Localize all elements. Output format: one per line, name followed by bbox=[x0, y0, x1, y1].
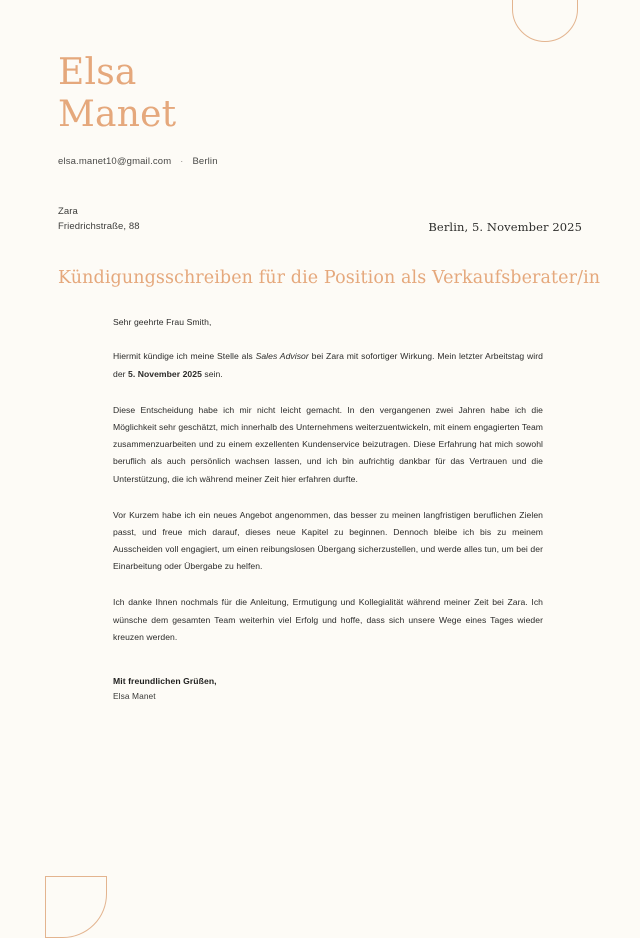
letter-date: Berlin, 5. November 2025 bbox=[428, 219, 582, 234]
letter-signature: Elsa Manet bbox=[113, 691, 156, 702]
paragraph-1-text-a: Hiermit kündige ich meine Stelle als bbox=[113, 351, 256, 362]
paragraph-1-last-working-day: 5. November 2025 bbox=[128, 368, 202, 379]
letter-meta-row bbox=[58, 205, 582, 234]
decorative-corner-shape bbox=[45, 876, 107, 938]
letter-paragraph-2: Diese Entscheidung habe ich mir nicht leicht gemacht. In den vergangenen zwei Jahren habe ich die Möglichkeit sehr geschätzt, mich innerhalb des Unternehmens weiterzuentwickeln, mit einem engagierten Team zusammenzuarbeiten und zu einem exzellenten Kundenservice beizutragen. Diese Erfahrung hat mich sowohl beruflich als auch persönlich wachsen lassen, und ich bin aufrichtig dankbar für das Vertrauen und die Unterstützung, die ich während meiner Zeit hier erfahren durfte. bbox=[113, 404, 543, 484]
letter-paragraph-1 bbox=[113, 348, 543, 382]
letter-paragraph-3: Vor Kurzem habe ich ein neues Angebot angenommen, das besser zu meinen langfristigen beruflichen Zielen passt, und freue mich darauf, dieses neue Kapitel zu beginnen. Dennoch bleibe ich bis zu meinem Ausscheiden voll engagiert, um einen reibungslosen Übergang sicherzustellen, und werde alles tun, um bei der Einarbeitung oder Übergabe zu helfen. bbox=[113, 509, 543, 572]
letter-title: Kündigungsschreiben für die Position als Verkaufsberater/in bbox=[58, 267, 601, 288]
sender-name-block bbox=[58, 0, 582, 167]
letter-closing-block bbox=[113, 673, 543, 705]
contact-separator-dot: · bbox=[180, 156, 184, 167]
recipient-address: Friedrichstraße, 88 bbox=[58, 220, 140, 232]
letter-closing: Mit freundlichen Grüßen, bbox=[113, 676, 217, 687]
sender-contact-row bbox=[58, 156, 582, 167]
sender-email[interactable]: elsa.manet10@gmail.com bbox=[58, 156, 172, 168]
paragraph-1-text-b: bei Zara mit sofortiger Wirkung. Mein letzter Arbeitstag wird der bbox=[113, 351, 544, 379]
letter-paragraph-4: Ich danke Ihnen nochmals für die Anleitung, Ermutigung und Kollegialität während meiner Zeit bei Zara. Ich wünsche dem gesamten Team weiterhin viel Erfolg und hoffe, dass sich unsere Wege eines Tages wieder kreuzen werden. bbox=[113, 597, 543, 642]
sender-last-name: Manet bbox=[58, 94, 177, 136]
sender-city: Berlin bbox=[192, 156, 218, 168]
letter-body bbox=[113, 316, 543, 706]
letter-salutation: Sehr geehrte Frau Smith, bbox=[113, 316, 212, 327]
recipient-company: Zara bbox=[58, 206, 78, 218]
paragraph-1-text-c: sein. bbox=[201, 368, 223, 379]
recipient-block bbox=[58, 205, 140, 234]
paragraph-1-job-role: Sales Advisor bbox=[255, 351, 309, 362]
sender-first-name: Elsa bbox=[58, 52, 137, 93]
